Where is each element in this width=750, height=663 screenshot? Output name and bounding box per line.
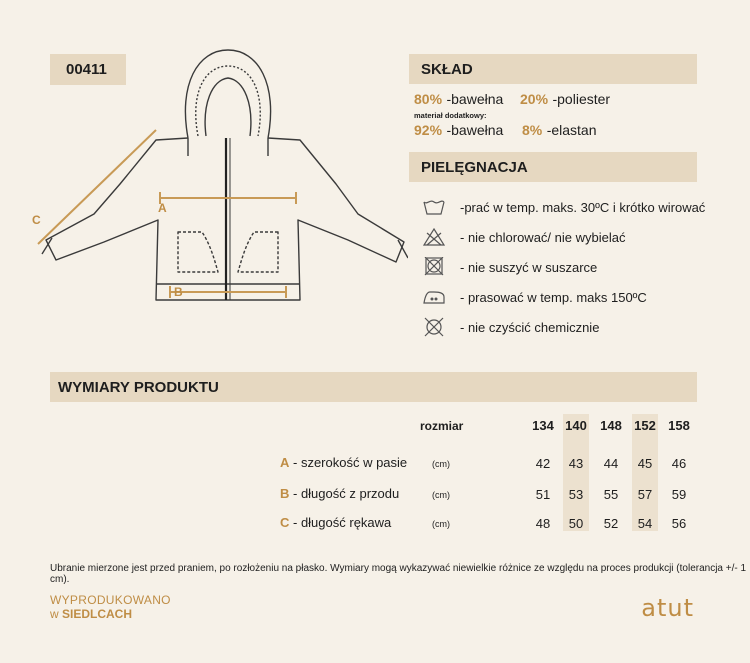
percent: 20%: [520, 91, 549, 107]
iron-150-icon: [422, 287, 446, 307]
dimension-b-marker: B: [174, 285, 183, 299]
care-item-wash: [422, 197, 705, 217]
made-in-city: SIEDLCACH: [62, 607, 133, 621]
no-dry-clean-icon: [422, 317, 446, 337]
table-cell: 44: [603, 456, 619, 471]
care-text: -prać w temp. maks. 30ºC i krótko wirować: [460, 199, 706, 215]
row-letter: B: [280, 486, 290, 501]
row-label: - długość z przodu: [293, 486, 400, 501]
row-label: - długość rękawa: [293, 515, 392, 530]
care-item-bleach: [422, 227, 625, 247]
table-cell: 50: [568, 516, 584, 531]
table-cell: 43: [568, 456, 584, 471]
care-text: - prasować w temp. maks 150ºC: [460, 289, 647, 305]
size-header: 152: [634, 418, 656, 433]
composition-main-2: [520, 91, 610, 109]
table-cell: 59: [671, 487, 687, 502]
dimension-a-marker: A: [158, 201, 167, 215]
table-cell: 46: [671, 456, 687, 471]
no-tumble-dry-icon: [422, 257, 446, 277]
size-label: rozmiar: [420, 419, 464, 433]
care-text: - nie chlorować/ nie wybielać: [460, 229, 626, 245]
dimension-c-marker: C: [32, 213, 41, 227]
made-in-prefix: w: [50, 607, 59, 621]
table-cell: 45: [637, 456, 653, 471]
table-cell: 52: [603, 516, 619, 531]
composition-extra-1: [414, 122, 503, 140]
made-in-line-1: WYPRODUKOWANO: [50, 593, 171, 607]
care-item-dryclean: [422, 317, 599, 337]
measurement-note: Ubranie mierzone jest przed praniem, po rozłożeniu na płasko. Wymiary mogą wykazywać niewielkie różnice ze względu na proces produkcji (tolerancja +/- 1 cm).: [50, 563, 747, 585]
care-text: - nie suszyć w suszarce: [460, 259, 598, 275]
table-cell: 53: [568, 487, 584, 502]
dimensions-title: WYMIARY PRODUKTU: [50, 372, 697, 402]
percent: 8%: [522, 122, 543, 138]
table-cell: 54: [637, 516, 653, 531]
table-cell: 56: [671, 516, 687, 531]
made-in-line-2: [50, 607, 132, 621]
material: -elastan: [546, 122, 597, 138]
size-header: 134: [532, 418, 554, 433]
material: -bawełna: [446, 91, 504, 107]
brand-logo: atut: [641, 594, 694, 622]
composition-main-1: [414, 91, 503, 109]
care-title: PIELĘGNACJA: [409, 152, 697, 182]
row-unit: (cm): [432, 490, 450, 500]
composition-extra-2: [522, 122, 597, 140]
table-cell: 42: [535, 456, 551, 471]
care-item-tumble: [422, 257, 597, 277]
size-header: 140: [565, 418, 587, 433]
percent: 92%: [414, 122, 443, 138]
table-cell: 48: [535, 516, 551, 531]
table-cell: 57: [637, 487, 653, 502]
row-label: - szerokość w pasie: [293, 455, 408, 470]
size-header: 158: [668, 418, 690, 433]
hoodie-diagram: [28, 44, 408, 314]
extra-material-label: materiał dodatkowy:: [414, 111, 487, 120]
row-unit: (cm): [432, 459, 450, 469]
wash-30-icon: [422, 197, 446, 217]
care-item-iron: [422, 287, 647, 307]
material: -poliester: [552, 91, 611, 107]
row-letter: C: [280, 515, 290, 530]
care-text: - nie czyścić chemicznie: [460, 319, 600, 335]
percent: 80%: [414, 91, 443, 107]
material: -bawełna: [446, 122, 504, 138]
row-unit: (cm): [432, 519, 450, 529]
no-bleach-icon: [422, 227, 446, 247]
row-letter: A: [280, 455, 290, 470]
table-cell: 51: [535, 487, 551, 502]
size-header: 148: [600, 418, 622, 433]
table-cell: 55: [603, 487, 619, 502]
product-code: 00411: [50, 54, 126, 85]
composition-title: SKŁAD: [409, 54, 697, 84]
